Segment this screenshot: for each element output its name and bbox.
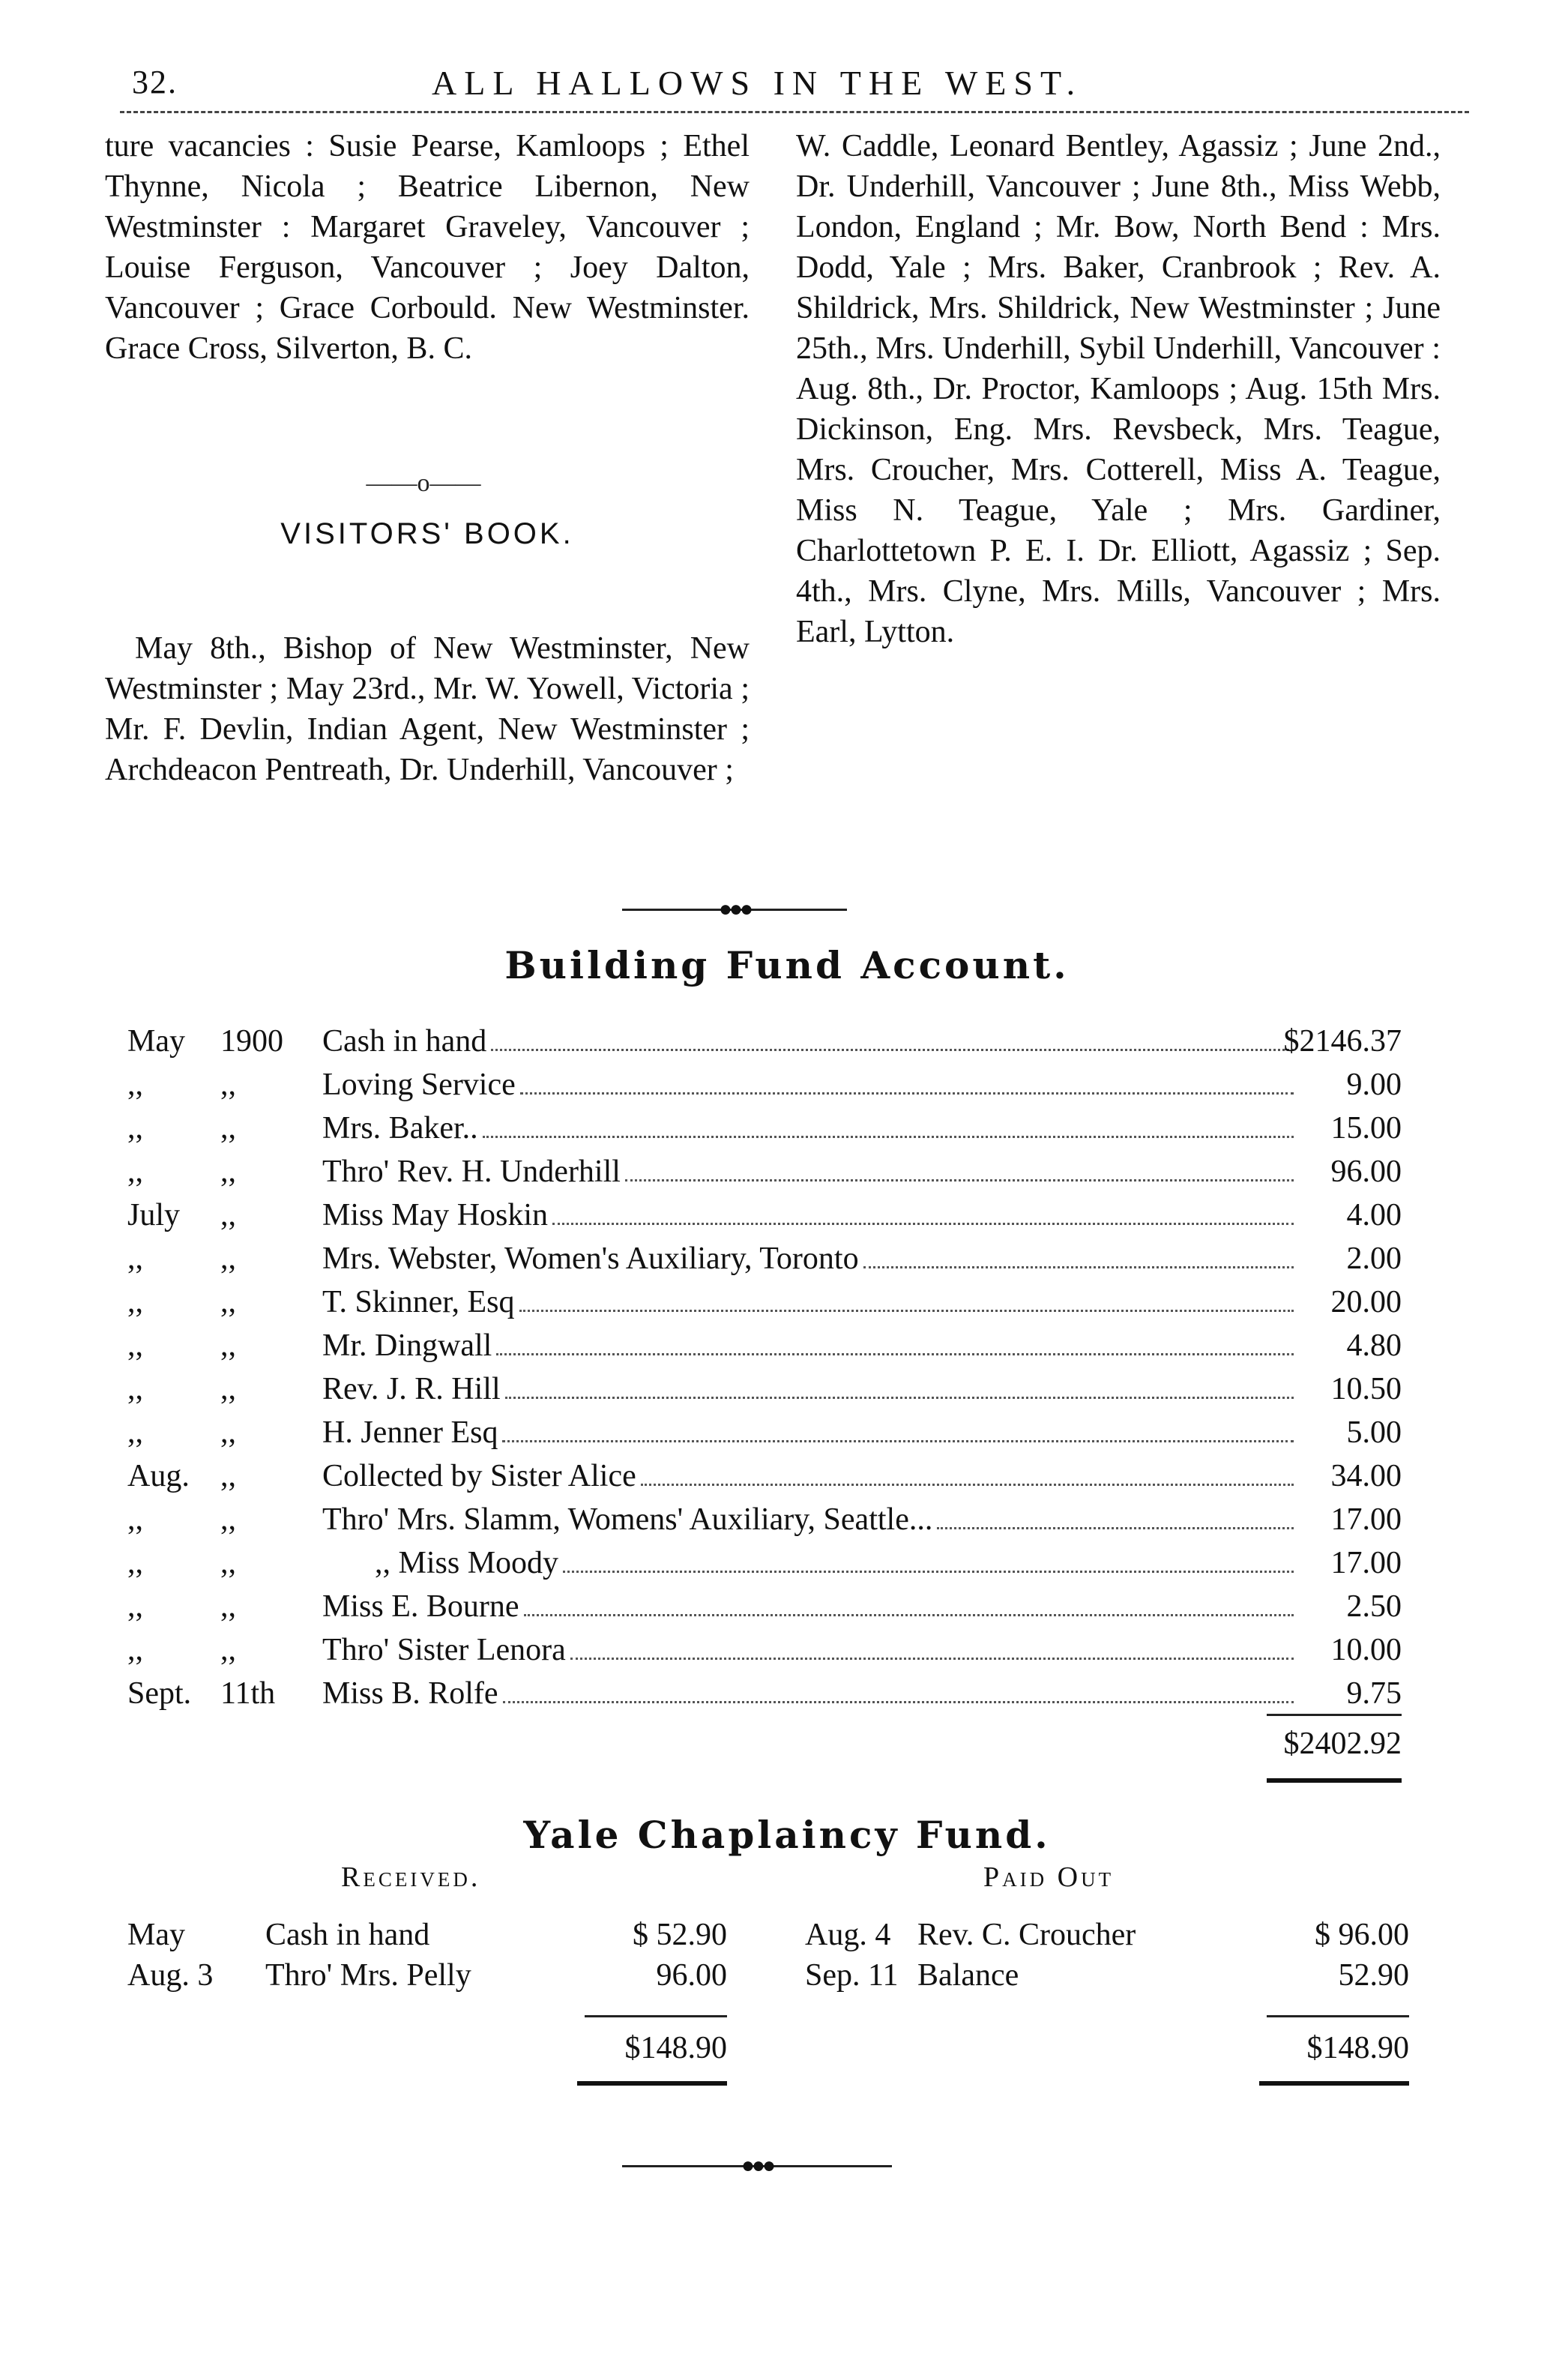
ledger-description [322, 1628, 1297, 1672]
ledger-month: ,, [127, 1241, 143, 1276]
ledger-month: ,, [127, 1155, 143, 1189]
ledger-day: ,, [220, 1198, 236, 1232]
ledger-description-text: ,, Miss Moody [375, 1546, 559, 1580]
paid-amount: $ 96.00 [1315, 1918, 1409, 1952]
ledger-row [127, 1280, 1402, 1324]
ledger-row [127, 1585, 1402, 1628]
ledger-day: ,, [220, 1111, 236, 1146]
dot-leader [496, 1353, 1294, 1355]
dot-leader [491, 1049, 1294, 1051]
ledger-amount: 4.80 [1346, 1328, 1402, 1363]
building-fund-ledger [127, 1020, 1402, 1715]
received-total: $148.90 [624, 2031, 727, 2065]
ledger-description-text: Miss May Hoskin [322, 1198, 549, 1232]
ledger-day: ,, [220, 1459, 236, 1493]
ledger-description-text: Rev. J. R. Hill [322, 1372, 501, 1406]
ledger-description [322, 1672, 1297, 1715]
ledger-row [127, 1454, 1402, 1498]
ledger-row [127, 1672, 1402, 1715]
ledger-description-text: Collected by Sister Alice [322, 1459, 636, 1493]
paid-desc: Balance [917, 1958, 1019, 1993]
ledger-row [127, 1541, 1402, 1585]
dot-leader [519, 1310, 1294, 1312]
ledger-amount: $2146.37 [1283, 1024, 1402, 1059]
received-double-rule [577, 2081, 727, 2086]
ledger-month: Sept. [127, 1676, 192, 1711]
ledger-description [322, 1150, 1297, 1193]
ledger-day: ,, [220, 1415, 236, 1450]
ledger-day: ,, [220, 1328, 236, 1363]
ledger-amount: 9.75 [1346, 1676, 1402, 1711]
visitors-paragraph-left: May 8th., Bishop of New Westminster, New Westminster ; May 23rd., Mr. W. Yowell, Victoria ; Mr. F. Devlin, Indian Agent, New Westminster ; Archdeacon Pentreath, Dr. Underhill, Vancouver ; [105, 631, 750, 787]
ledger-day: ,, [220, 1285, 236, 1319]
ledger-amount: 10.00 [1330, 1633, 1402, 1667]
received-row [127, 1915, 727, 1955]
paid-total: $148.90 [1306, 2031, 1409, 2065]
page-number: 32. [132, 64, 178, 100]
paid-out-header: Paid Out [983, 1861, 1115, 1893]
ledger-day: ,, [220, 1633, 236, 1667]
dot-leader [563, 1571, 1294, 1573]
received-amount: $ 52.90 [633, 1918, 727, 1952]
ledger-month: Aug. [127, 1459, 190, 1493]
ledger-amount: 2.50 [1346, 1589, 1402, 1624]
paid-double-rule [1259, 2081, 1409, 2086]
ledger-row [127, 1498, 1402, 1541]
ledger-description-text: Miss B. Rolfe [322, 1676, 498, 1711]
paid-total-rule [1267, 2015, 1409, 2017]
ledger-description [322, 1367, 1297, 1411]
received-total-rule [585, 2015, 727, 2017]
ledger-description [322, 1063, 1297, 1107]
received-date: Aug. 3 [127, 1958, 214, 1993]
dot-leader [552, 1223, 1294, 1225]
ledger-day: ,, [220, 1068, 236, 1102]
ledger-day: 11th [220, 1676, 276, 1711]
dot-leader [505, 1397, 1294, 1399]
ledger-description [322, 1585, 1297, 1628]
vacancies-paragraph: ture vacancies : Susie Pearse, Kamloops ; Ethel Thynne, Nicola ; Beatrice Libernon, New Westminster : Margaret Graveley, Vancouver ; Louise Ferguson, Vancouver ; Joey Dalton, Vancouver ; Grace Corbould. New Westminster. Grace Cross, Silverton, B. C. [105, 129, 750, 366]
paid-desc: Rev. C. Croucher [917, 1918, 1136, 1952]
dot-leader [503, 1701, 1294, 1703]
visitors-paragraph-right: W. Caddle, Leonard Bentley, Agassiz ; June 2nd., Dr. Underhill, Vancouver ; June 8th., Miss Webb, London, England ; Mr. Bow, North Bend : Mrs. Dodd, Yale ; Mrs. Baker, Cranbrook ; Rev. A. Shildrick, Mrs. Shildrick, New Westminster ; June 25th., Mrs. Underhill, Sybil Underhill, Vancouver : Aug. 8th., Dr. Proctor, Kamloops ; Aug. 15th Mrs. Dickinson, Eng. Mrs. Revsbeck, Mrs. Teague, Mrs. Croucher, Mrs. Cotterell, Miss A. Teague, Miss N. Teague, Yale ; Mrs. Gardiner, Charlottetown P. E. I. Dr. Elliott, Agassiz ; Sep. 4th., Mrs. Clyne, Mrs. Mills, Vancouver ; Mrs. Earl, Lytton. [796, 129, 1441, 649]
small-ornament: ——o—— [366, 469, 481, 497]
ledger-month: ,, [127, 1589, 143, 1624]
dot-leader [625, 1179, 1294, 1181]
received-amount: 96.00 [656, 1958, 727, 1993]
received-date: May [127, 1918, 185, 1952]
ledger-month: ,, [127, 1328, 143, 1363]
ledger-day: ,, [220, 1241, 236, 1276]
ledger-description [322, 1411, 1297, 1454]
ledger-month: ,, [127, 1415, 143, 1450]
ledger-row [127, 1150, 1402, 1193]
building-fund-total-rule [1267, 1714, 1402, 1716]
visitors-book-heading: VISITORS' BOOK. [280, 517, 574, 550]
received-header: Received. [341, 1861, 481, 1893]
right-column [796, 126, 1441, 652]
paid-row [805, 1955, 1409, 1996]
paid-amount: 52.90 [1338, 1958, 1409, 1993]
dot-leader [502, 1440, 1294, 1442]
visitors-column-left [105, 628, 750, 790]
ledger-day: ,, [220, 1502, 236, 1537]
building-fund-title: Building Fund Account. [504, 943, 1070, 987]
yale-fund-title: Yale Chaplaincy Fund. [523, 1813, 1051, 1857]
ledger-description-text: Thro' Mrs. Slamm, Womens' Auxiliary, Seattle... [322, 1502, 933, 1537]
ledger-month: ,, [127, 1111, 143, 1146]
dot-leader [641, 1484, 1294, 1486]
ledger-row [127, 1367, 1402, 1411]
ledger-description-text: H. Jenner Esq [322, 1415, 498, 1450]
left-column [105, 126, 750, 369]
ledger-month: ,, [127, 1068, 143, 1102]
ledger-month: ,, [127, 1502, 143, 1537]
ornament-divider-1: ●●● [622, 895, 847, 925]
ledger-description [322, 1541, 1297, 1585]
dot-leader [863, 1266, 1294, 1268]
header-rule [120, 111, 1469, 113]
ledger-amount: 2.00 [1346, 1241, 1402, 1276]
ledger-amount: 15.00 [1330, 1111, 1402, 1146]
ledger-day: ,, [220, 1546, 236, 1580]
ledger-amount: 34.00 [1330, 1459, 1402, 1493]
ledger-description-text: Mrs. Baker.. [322, 1111, 478, 1146]
ledger-description [322, 1020, 1297, 1063]
ledger-month: May [127, 1024, 185, 1059]
ledger-day: ,, [220, 1372, 236, 1406]
ledger-amount: 9.00 [1346, 1068, 1402, 1102]
dot-leader [937, 1527, 1294, 1529]
ledger-amount: 10.50 [1330, 1372, 1402, 1406]
ledger-row [127, 1237, 1402, 1280]
received-desc: Thro' Mrs. Pelly [265, 1958, 471, 1993]
ledger-description-text: Miss E. Bourne [322, 1589, 519, 1624]
dot-leader [520, 1092, 1294, 1095]
running-head [132, 63, 1414, 112]
paid-date: Sep. 11 [805, 1958, 899, 1993]
building-fund-double-rule [1267, 1778, 1402, 1783]
ledger-amount: 17.00 [1330, 1502, 1402, 1537]
ledger-row [127, 1063, 1402, 1107]
ledger-description [322, 1237, 1297, 1280]
ledger-month: ,, [127, 1546, 143, 1580]
ledger-row [127, 1107, 1402, 1150]
ledger-month: ,, [127, 1285, 143, 1319]
paid-date: Aug. 4 [805, 1918, 891, 1952]
ledger-description [322, 1280, 1297, 1324]
ledger-amount: 17.00 [1330, 1546, 1402, 1580]
ornament-divider-2: ●●● [622, 2152, 892, 2182]
ledger-description [322, 1454, 1297, 1498]
ledger-description [322, 1324, 1297, 1367]
ledger-month: ,, [127, 1372, 143, 1406]
ledger-row [127, 1324, 1402, 1367]
dot-leader [524, 1614, 1294, 1616]
ledger-description [322, 1107, 1297, 1150]
ledger-month: July [127, 1198, 181, 1232]
ledger-amount: 96.00 [1330, 1155, 1402, 1189]
building-fund-total: $2402.92 [1283, 1727, 1402, 1761]
dot-leader [570, 1658, 1294, 1660]
ledger-row [127, 1628, 1402, 1672]
ledger-row [127, 1411, 1402, 1454]
ledger-amount: 5.00 [1346, 1415, 1402, 1450]
ledger-description-text: Cash in hand [322, 1024, 487, 1059]
ledger-description [322, 1193, 1297, 1237]
ledger-description-text: Thro' Rev. H. Underhill [322, 1155, 621, 1189]
running-title: ALL HALLOWS IN THE WEST. [432, 64, 1083, 102]
received-desc: Cash in hand [265, 1918, 430, 1952]
ledger-month: ,, [127, 1633, 143, 1667]
ledger-description-text: Mrs. Webster, Women's Auxiliary, Toronto [322, 1241, 859, 1276]
ledger-description-text: Thro' Sister Lenora [322, 1633, 566, 1667]
ledger-amount: 4.00 [1346, 1198, 1402, 1232]
ledger-description-text: Loving Service [322, 1068, 516, 1102]
ledger-day: ,, [220, 1155, 236, 1189]
ledger-description [322, 1498, 1297, 1541]
ledger-day: ,, [220, 1589, 236, 1624]
ledger-description-text: T. Skinner, Esq [322, 1285, 515, 1319]
ledger-description-text: Mr. Dingwall [322, 1328, 492, 1363]
ledger-day: 1900 [220, 1024, 283, 1059]
paid-row [805, 1915, 1409, 1955]
dot-leader [483, 1136, 1294, 1138]
received-row [127, 1955, 727, 1996]
ledger-amount: 20.00 [1330, 1285, 1402, 1319]
ledger-row [127, 1020, 1402, 1063]
ledger-row [127, 1193, 1402, 1237]
